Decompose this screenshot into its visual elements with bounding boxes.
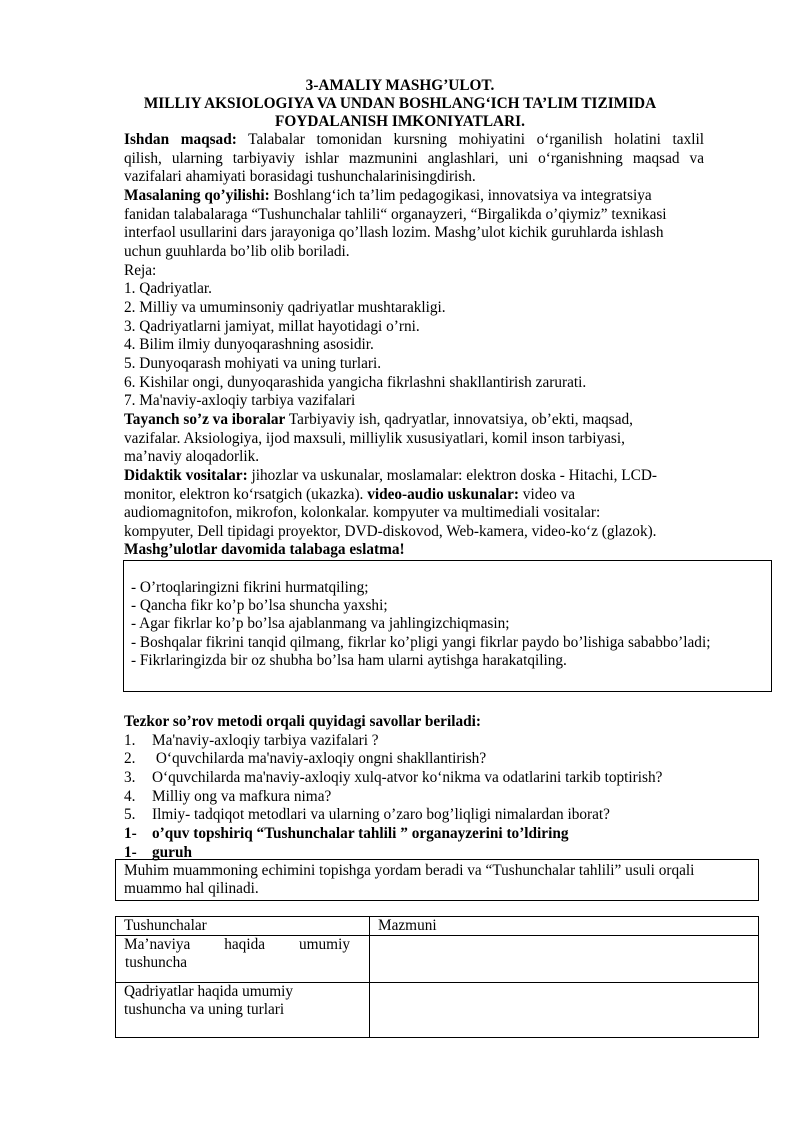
table-header-cell: Tushunchalar — [116, 917, 370, 936]
eslatma-item: - Fikrlaringizda bir oz shubha bo’lsa ham ularni aytishga harakatqiling. — [131, 652, 567, 669]
question-text: Ilmiy- tadqiqot metodlari va ularning o’zaro bog’liqligi nimalardan iborat? — [152, 806, 610, 823]
table-row — [116, 983, 759, 1038]
reja-item: 6. Kishilar ongi, dunyoqarashida yangicha fikrlashni shakllantirish zarurati. — [124, 374, 587, 391]
masala-label: Masalaning qo’yilishi: — [124, 187, 270, 204]
tayanch-line-3: ma’naviy aloqadorlik. — [124, 448, 260, 465]
guruh-description-line-2: muammo hal qilinadi. — [124, 880, 259, 897]
tayanch-line-2: vazifalar. Aksiologiya, ijod maxsuli, milliylik xususiyatlari, komil inson tarbiyasi, — [124, 430, 625, 447]
masala-line-4: uchun guuhlarda bo’lib olib boriladi. — [124, 243, 350, 260]
didaktik-line-4: kompyuter, Dell tipidagi proyektor, DVD-diskovod, Web-kamera, video-ko‘z (glazok). — [124, 523, 657, 540]
tayanch-line-1: Tayanch so’z va iboralar Tarbiyaviy ish, qadryatlar, innovatsiya, ob’ekti, maqsad, — [124, 411, 634, 428]
masala-line-3: interfaol usullarini dars jarayoniga qo’llash lozim. Mashg’ulot kichik guruhlarda ishlash — [124, 224, 664, 241]
concept-line-2: tushuncha — [125, 954, 188, 971]
question-text: Milliy ong va mafkura nima? — [152, 788, 332, 805]
tezkor-heading: Tezkor so’rov metodi orqali quyidagi savollar beriladi: — [124, 713, 481, 730]
eslatma-heading: Mashg’ulotlar davomida talabaga eslatma! — [124, 541, 405, 558]
question-number: 5. — [124, 806, 136, 823]
reja-label: Reja: — [124, 262, 157, 279]
eslatma-item: - Boshqalar fikrini tanqid qilmang, fikrlar ko’pligi yangi fikrlar paydo bo’lishiga sababbo’ladi; — [131, 634, 711, 651]
masala-line-1: Masalaning qo’yilishi: Boshlang‘ich ta’lim pedagogikasi, innovatsiya va integratsiya — [124, 187, 652, 204]
question-text: Ma'naviy-axloqiy tarbiya vazifalari ? — [152, 732, 379, 749]
table-cell-concept: Qadriyatlar haqida umumiy tushuncha va uning turlari — [116, 983, 370, 1038]
title-line-1: 3-AMALIY MASHG’ULOT. — [305, 77, 495, 94]
topshiriq-number: 1- — [124, 825, 137, 842]
tayanch-label: Tayanch so’z va iboralar — [124, 411, 286, 428]
guruh-label: guruh — [152, 844, 192, 861]
table-cell-concept — [116, 936, 370, 983]
reja-item: 1. Qadriyatlar. — [124, 280, 212, 297]
maqsad-line-3: vazifalari ahamiyati borasidagi tushunchalarinisingdirish. — [124, 168, 476, 185]
question-number: 1. — [124, 732, 136, 749]
reja-item: 4. Bilim ilmiy dunyoqarashning asosidir. — [124, 336, 374, 353]
reja-item: 3. Qadriyatlarni jamiyat, millat hayotidagi o’rni. — [124, 318, 420, 335]
title-line-3: FOYDALANISH IMKONIYATLARI. — [275, 113, 525, 130]
maqsad-line-2: qilish, ularning tarbiyaviy ishlar mazmunini anglashlari, uni o‘rganishning maqsad va — [124, 150, 704, 167]
eslatma-item: - O’rtoqlaringizni fikrini hurmatqiling; — [131, 579, 369, 596]
tushunchalar-table — [115, 916, 759, 1038]
table-cell-content[interactable] — [370, 983, 759, 1038]
reja-item: 5. Dunyoqarash mohiyati va uning turlari. — [124, 355, 382, 372]
question-text: O‘quvchilarda ma'naviy-axloqiy xulq-atvor ko‘nikma va odatlarini tarkib toptirish? — [152, 769, 663, 786]
reja-item: 7. Ma'naviy-axloqiy tarbiya vazifalari — [124, 392, 356, 409]
reja-item: 2. Milliy va umuminsoniy qadriyatlar mushtarakligi. — [124, 299, 446, 316]
didaktik-line-1: Didaktik vositalar: jihozlar va uskunalar, moslamalar: elektron doska - Hitachi, LCD- — [124, 467, 657, 484]
question-number: 3. — [124, 769, 136, 786]
title-line-2: MILLIY AKSIOLOGIYA VA UNDAN BOSHLANG‘ICH TA’LIM TIZIMIDA — [143, 95, 657, 112]
question-text: O‘quvchilarda ma'naviy-axloqiy ongni shakllantirish? — [152, 750, 487, 767]
maqsad-line-1: Ishdan maqsad: Talabalar tomonidan kursning mohiyatini o‘rganilish holatini taxlil — [124, 131, 704, 148]
table-row — [116, 936, 759, 983]
question-number: 4. — [124, 788, 136, 805]
table-header-row — [116, 917, 759, 936]
concept-line-1: Ma’naviya haqida umumiy — [124, 936, 350, 953]
maqsad-label: Ishdan maqsad: — [124, 131, 237, 148]
table-cell-content[interactable] — [370, 936, 759, 983]
eslatma-item: - Agar fikrlar ko’p bo’lsa ajablanmang va jahlingizchiqmasin; — [131, 615, 510, 632]
masala-line-2: fanidan talabalaraga “Tushunchalar tahlili“ organayzeri, “Birgalikda o’qiymiz” texnikasi — [124, 206, 667, 223]
topshiriq-text: o’quv topshiriq “Tushunchalar tahlili ” organayzerini to’ldiring — [152, 825, 569, 842]
table-header-cell: Mazmuni — [370, 917, 759, 936]
didaktik-line-3: audiomagnitofon, mikrofon, kolonkalar. kompyuter va multimediali vositalar: — [124, 504, 601, 521]
didaktik-line-2: monitor, elektron ko‘rsatgich (ukazka). video-audio uskunalar: video va — [124, 486, 576, 503]
guruh-description-line-1: Muhim muammoning echimini topishga yordam beradi va “Tushunchalar tahlili” usuli orqali — [124, 862, 695, 879]
didaktik-label-2: video-audio uskunalar: — [367, 486, 519, 503]
guruh-number: 1- — [124, 844, 137, 861]
question-number: 2. — [124, 750, 136, 767]
didaktik-label: Didaktik vositalar: — [124, 467, 248, 484]
eslatma-item: - Qancha fikr ko’p bo’lsa shuncha yaxshi; — [131, 597, 388, 614]
